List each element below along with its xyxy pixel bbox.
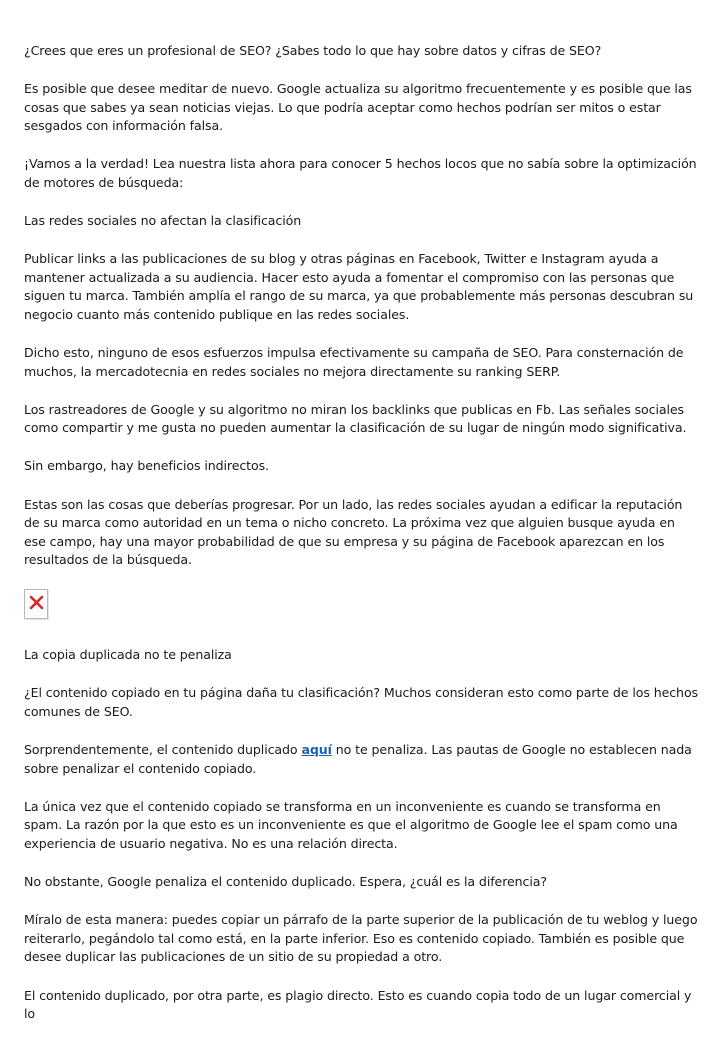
paragraph-intro-question: ¿Crees que eres un profesional de SEO? ¿Sabes todo lo que hay sobre datos y cifras de SEO? (24, 43, 602, 58)
paragraph-surprisingly (24, 741, 700, 778)
paragraph-reputation: Estas son las cosas que deberías progresar. Por un lado, las redes sociales ayudan a edificar la reputación de su marca como autoridad en un tema o nicho concreto. La próxima vez que alguien busque ayuda en ese campo, hay una mayor probabilidad de que su empresa y su página de Facebook aparezcan en los resultados de la búsqueda. (24, 496, 683, 568)
heading-social-media: Las redes sociales no afectan la clasificación (24, 213, 302, 229)
paragraph-crawlers: Los rastreadores de Google y su algoritmo no miran los backlinks que publicas en Fb. Las señales sociales como compartir y me gusta no pueden aumentar la clasificación de su lugar de ningún modo significativa. (24, 401, 687, 436)
document-body (24, 42, 700, 1043)
paragraph-rethink: Es posible que desee meditar de nuevo. Google actualiza su algoritmo frecuentemente y es posible que las cosas que sabes ya sean noticias viejas. Lo que podría aceptar como hechos podrían ser mitos o estar sesgados con información falsa. (24, 81, 692, 134)
paragraph-list-intro: ¡Vamos a la verdad! Lea nuestra lista ahora para conocer 5 hechos locos que no sabía sobre la optimización de motores de búsqueda: (24, 156, 697, 190)
paragraph-difference: No obstante, Google penaliza el contenido duplicado. Espera, ¿cuál es la diferencia? (24, 874, 547, 890)
text-after-link: no te penaliza. Las pautas de Google no establecen nada sobre penalizar el contenido copiado. (24, 742, 692, 776)
paragraph-copied-content: ¿El contenido copiado en tu página daña tu clasificación? Muchos consideran esto como parte de los hechos comunes de SEO. (24, 685, 699, 720)
heading-duplicate-copy: La copia duplicada no te penaliza (24, 647, 232, 663)
paragraph-plagiarism: El contenido duplicado, por otra parte, es plagio directo. Esto es cuando copia todo de un lugar comercial y lo (24, 987, 692, 1022)
paragraph-indirect-benefits: Sin embargo, hay beneficios indirectos. (24, 458, 269, 474)
paragraph-look-at-it: Míralo de esta manera: puedes copiar un párrafo de la parte superior de la publicación de tu weblog y luego reiterarlo, pegándolo tal como está, en la parte inferior. Eso es contenido copiado. También es posible que desee duplicar las publicaciones de un sitio de su propiedad a otro. (24, 912, 698, 965)
broken-image-icon (24, 589, 48, 619)
paragraph-seo-campaign: Dicho esto, ninguno de esos esfuerzos impulsa efectivamente su campaña de SEO. Para consternación de muchos, la mercadotecnia en redes sociales no mejora directamente su ranking SERP. (24, 345, 684, 379)
text-before-link: Sorprendentemente, el contenido duplicado (24, 742, 302, 758)
aqui-link[interactable]: aquí (301, 742, 332, 758)
paragraph-spam: La única vez que el contenido copiado se transforma en un inconveniente es cuando se transforma en spam. La razón por la que esto es un inconveniente es que el algoritmo de Google lee el spam como una experiencia de usuario negativa. No es una relación directa. (24, 798, 678, 852)
close-x-icon (29, 595, 44, 610)
paragraph-publishing-links: Publicar links a las publicaciones de su blog y otras páginas en Facebook, Twitter e Instagram ayuda a mantener actualizada a su audiencia. Hacer esto ayuda a fomentar el compromiso con las personas que siguen tu marca. También amplía el rango de su marca, ya que probablemente más personas descubran su negocio cuanto más contenido publique en las redes sociales. (24, 251, 694, 322)
